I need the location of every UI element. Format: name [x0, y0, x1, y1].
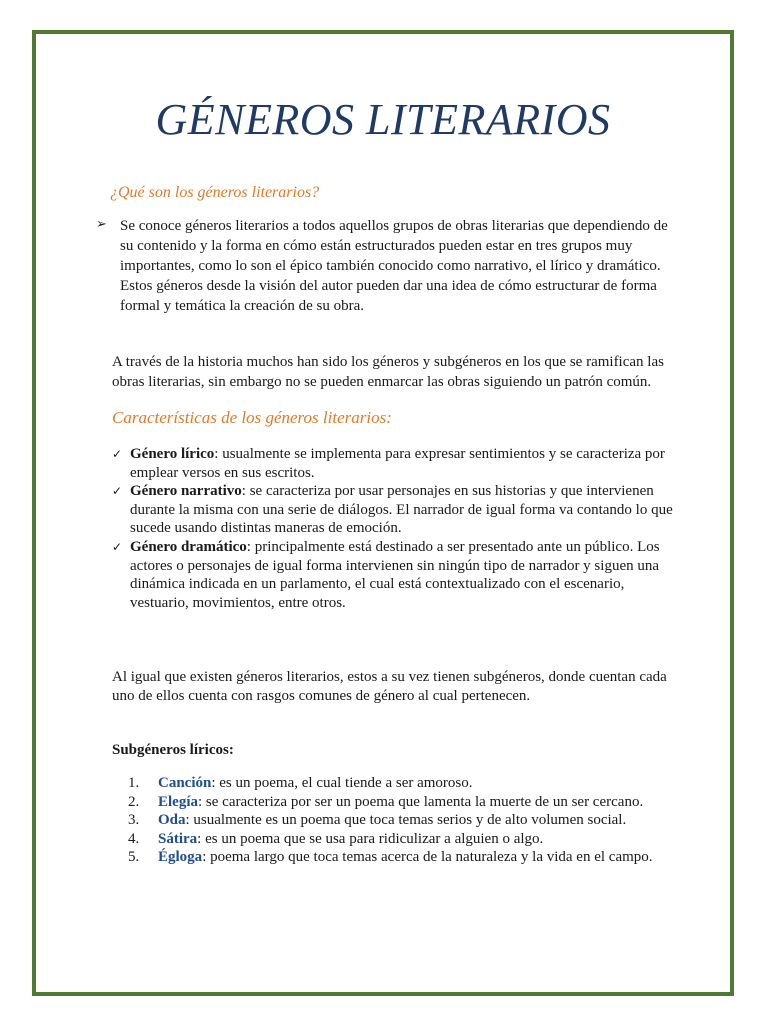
list-item	[128, 774, 668, 793]
item-term: Elegía	[158, 793, 198, 810]
intro-paragraph: Se conoce géneros literarios a todos aquellos grupos de obras literarias que dependiendo de su contenido y la forma en cómo están estructurados pueden estar en tres grupos muy importantes, como lo son el épico también conocido como narrativo, el lírico y dramático. Estos géneros desde la visión del autor pueden dar una idea de cómo estructurar de forma formal y temática la creación de su obra.	[120, 218, 668, 314]
list-item	[110, 482, 680, 538]
item-text: : es un poema, el cual tiende a ser amoroso.	[211, 775, 473, 791]
list-item	[128, 830, 668, 849]
list-item	[110, 538, 680, 612]
item-term: Género dramático	[130, 538, 247, 555]
item-text: : se caracteriza por ser un poema que lamenta la muerte de un ser cercano.	[198, 793, 644, 810]
item-text: : se caracteriza por usar personajes en sus historias y que intervienen durante la misma con una serie de diálogos. El narrador de igual forma va contando lo que sucede usando distintas maneras de emoción.	[130, 483, 673, 537]
item-text: : es un poema que se usa para ridiculizar a alguien o algo.	[197, 830, 544, 847]
item-term: Oda	[158, 812, 186, 828]
section-heading-characteristics: Características de los géneros literarios:	[112, 408, 392, 427]
list-number: 1.	[128, 775, 140, 791]
item-term: Género narrativo	[130, 483, 242, 500]
subgenres-paragraph: Al igual que existen géneros literarios, estos a su vez tienen subgéneros, donde cuentan cada uno de ellos cuenta con rasgos comunes de género al cual pertenecen.	[112, 669, 667, 704]
check-icon: ✓	[112, 447, 123, 461]
item-term: Género lírico	[130, 446, 215, 462]
document-page	[32, 30, 734, 996]
check-icon: ✓	[112, 539, 123, 554]
item-term: Canción	[158, 775, 212, 791]
document-title: GÉNEROS LITERARIOS	[155, 95, 611, 144]
list-number: 4.	[128, 830, 140, 847]
check-icon: ✓	[112, 484, 123, 499]
section-heading-lyric-subgenres: Subgéneros líricos:	[112, 742, 234, 758]
item-text: : principalmente está destinado a ser presentado ante un público. Los actores o personajes de igual forma intervienen sin ningún tipo de narrador y siguen una dinámica indicada en un parlamento, el cual está contextualizado con el escenario, vestuario, movimientos, entre otros.	[130, 538, 660, 611]
list-item	[128, 811, 668, 830]
history-paragraph: A través de la historia muchos han sido los géneros y subgéneros en los que se ramifican las obras literarias, sin embargo no se pueden enmarcar las obras siguiendo un patrón común.	[112, 354, 664, 390]
item-text: : usualmente se implementa para expresar sentimientos y se caracteriza por emplear versos en sus escritos.	[130, 446, 665, 481]
list-item	[128, 793, 668, 812]
list-number: 2.	[128, 793, 140, 810]
list-number: 3.	[128, 812, 140, 828]
list-number: 5.	[128, 849, 140, 865]
item-term: Sátira	[158, 830, 198, 847]
list-item	[110, 445, 680, 482]
item-term: Égloga	[158, 849, 203, 865]
item-text: : poema largo que toca temas acerca de la naturaleza y la vida en el campo.	[202, 849, 653, 865]
item-text: : usualmente es un poema que toca temas serios y de alto volumen social.	[185, 812, 627, 828]
lyric-subgenres-list	[128, 774, 668, 867]
section-heading-what-are: ¿Qué son los géneros literarios?	[110, 184, 320, 201]
arrow-bullet-icon: ➢	[96, 216, 107, 231]
list-item	[128, 848, 668, 867]
characteristics-list	[110, 445, 680, 612]
